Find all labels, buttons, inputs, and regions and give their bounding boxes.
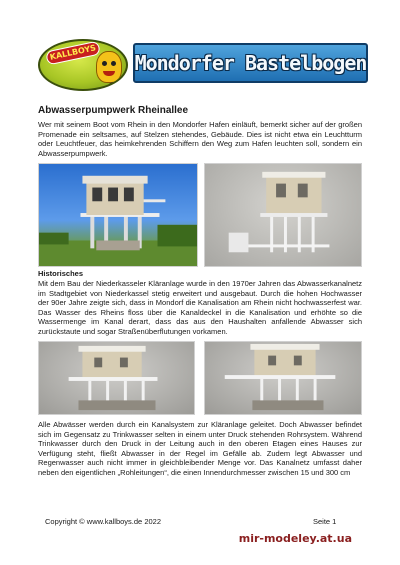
copyright-text: Copyright © www.kallboys.de 2022 [45, 517, 162, 526]
mascot-icon [96, 51, 122, 83]
photo-real-building [38, 163, 198, 267]
photo-model-side [38, 341, 195, 415]
page-number: Seite 1 [313, 517, 337, 526]
logo-text: KALLBOYS [45, 41, 101, 66]
intro-paragraph: Wer mit seinem Boot vom Rhein in den Mondorfer Hafen einläuft, bemerkt sicher auf der großen Promenade ein seltsames, auf Stelzen stehendes, Gebäude. Dies ist nicht etwa ein Leuchtturm oder Leuchtfeuer, das heimkehrenden Schiffern den Weg zum Hafen leuchten soll, sondern ein Abwasserpumpwerk. [38, 120, 362, 158]
tail-paragraph: Alle Abwässer werden durch ein Kanalsystem zur Kläranlage geleitet. Doch Abwasser befindet sich im Gegensatz zu Trinkwasser selten in einem unter Druck stehenden Rohrsystem. Während Trinkwasser durch den Druck in der Leitung auch in den oberen Etagen eines Hauses zur Verfügung steht, fließt Abwasser in der Regel im Gefälle ab. Zudem legt Abwasser und Regenwasser auch nicht immer in gleichbleibender Menge vor. Das Kanalnetz umfasst daher neben den eigentlichen „Rohleitungen“, die einen Innendurchmesser zwischen 15 und 300 cm [38, 420, 362, 477]
kallboys-logo [38, 39, 128, 91]
watermark: mir-modeley.at.ua [238, 532, 352, 545]
photo-model-front [204, 163, 362, 267]
history-paragraph: Mit dem Bau der Niederkasseler Kläranlage wurde in den 1970er Jahren das Abwasserkanalnetz im Stadtgebiet von Niederkassel stetig erweitert und ausgebaut. Durch die hohen Hochwasser der 90er Jahre zeigte sich, dass in Mondorf die Kanalisation am Rhein nicht hochwasserfest war. Das Wasser des Rheins floss über die Kanaldeckel in die Kanalisation und erhöhte so die Wassermenge im Kanal derart, dass das aus den Haushalten anfallende Abwasser sich zurückstaute und sogar Straßenüberflutungen vorkamen. [38, 279, 362, 336]
photo-model-back [204, 341, 362, 415]
banner-title: Mondorfer Bastelbogen [134, 51, 367, 75]
title-banner [133, 43, 368, 83]
history-heading: Historisches [38, 269, 84, 278]
article-title: Abwasserpumpwerk Rheinallee [38, 105, 189, 116]
